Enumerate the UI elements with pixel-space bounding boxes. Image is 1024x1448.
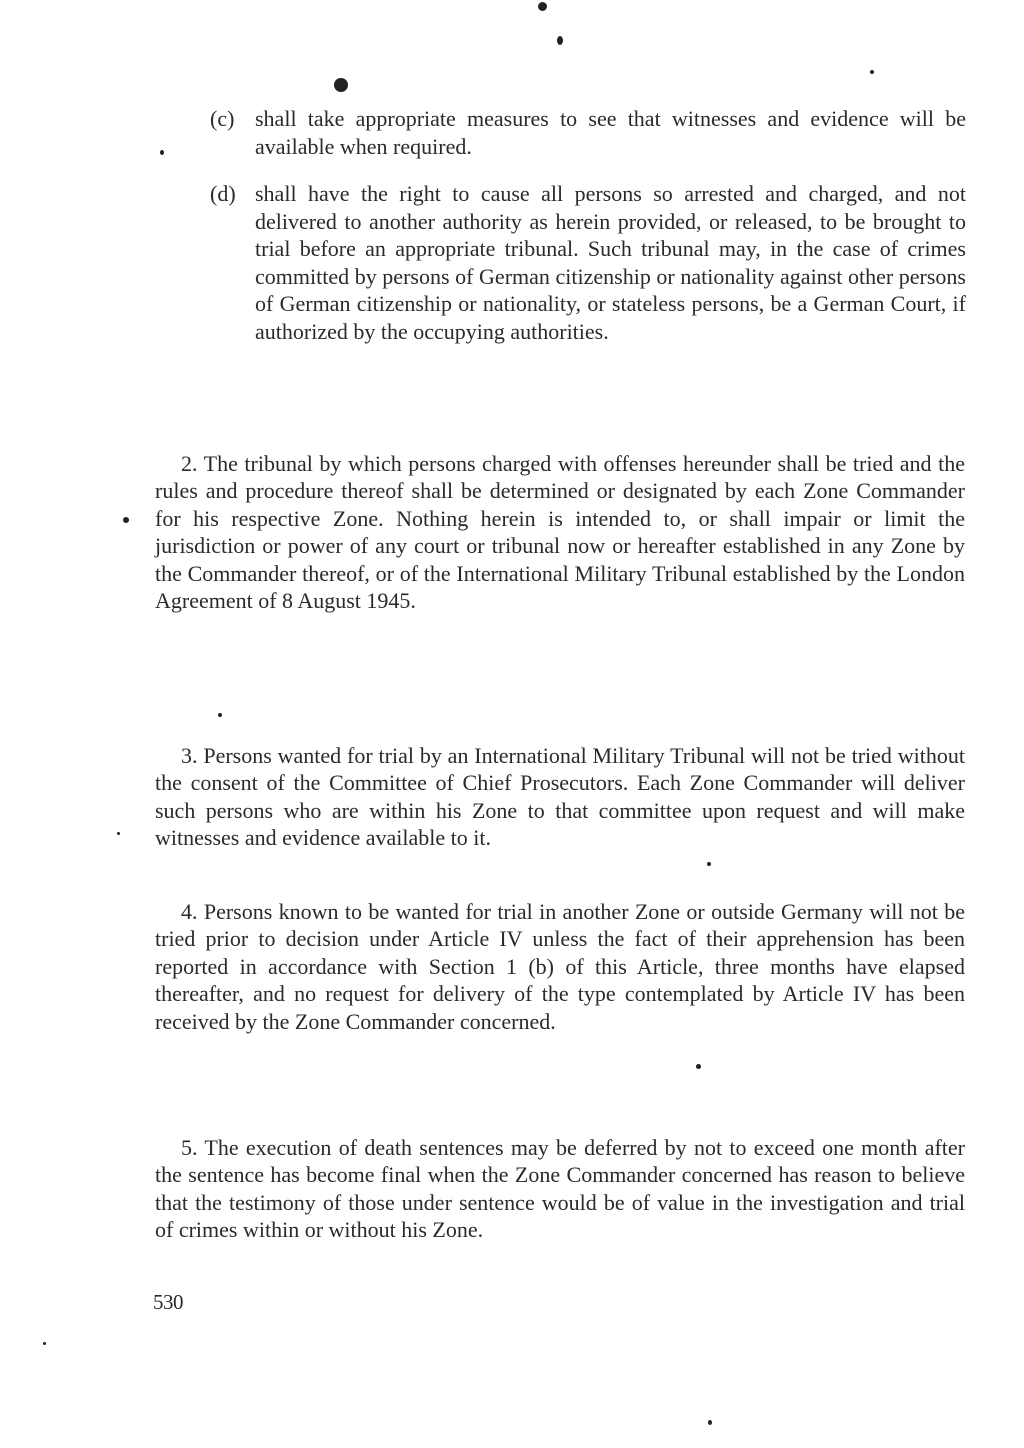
clause-label: (d)	[210, 181, 236, 206]
paragraph-4: 4. Persons known to be wanted for trial in another Zone or outside Germany will not be tried prior to decision under Article IV unless the fact of their apprehension has been reported in accordance with Section 1 (b) of this Article, three months have elapsed thereafter, and no request for delivery of the type contemplated by Article IV has been received by the Zone Commander concerned.	[155, 899, 965, 1034]
clause-label: (c)	[210, 106, 235, 131]
scan-speck	[160, 150, 164, 155]
scan-speck	[870, 70, 874, 74]
clause-c	[210, 105, 966, 160]
paragraph-3: 3. Persons wanted for trial by an International Military Tribunal will not be tried without the consent of the Committee of Chief Prosecutors. Each Zone Commander will deliver such persons who are within his Zone to that committee upon request and will make witnesses and evidence available to it.	[155, 743, 965, 851]
clause-d	[210, 180, 966, 345]
scan-speck	[218, 713, 222, 717]
scan-speck	[117, 832, 120, 835]
scan-speck	[707, 862, 711, 866]
paragraph-5: 5. The execution of death sentences may be deferred by not to exceed one month after the sentence has become final when the Zone Commander concerned has reason to believe that the testimony of those under sentence would be of value in the investigation and trial of crimes within or without his Zone.	[155, 1135, 965, 1243]
page-number: 530	[153, 1290, 183, 1314]
scan-speck	[708, 1420, 712, 1425]
scan-speck	[696, 1064, 701, 1069]
scan-speck	[123, 517, 129, 523]
paragraph-2: 2. The tribunal by which persons charged with offenses hereunder shall be tried and the rules and procedure thereof shall be determined or designated by each Zone Commander for his respective Zone. Nothing herein is intended to, or shall impair or limit the jurisdiction or power of any court or tribunal now or hereafter established in any Zone by the Commander thereof, or of the International Military Tribunal established by the London Agreement of 8 August 1945.	[155, 451, 965, 614]
clause-text: shall have the right to cause all persons so arrested and charged, and not delivered to another authority as herein provided, or released, to be brought to trial before an appropriate tribunal. Such tribunal may, in the case of crimes committed by persons of German citizenship or nationality against other persons of German citizenship or nationality, or stateless persons, be a German Court, if authorized by the occupying authorities.	[255, 181, 966, 344]
scan-speck	[557, 36, 563, 45]
scan-speck	[538, 2, 547, 11]
clause-text: shall take appropriate measures to see that witnesses and evidence will be available when required.	[255, 106, 966, 159]
scan-speck	[334, 78, 348, 92]
scan-speck	[43, 1342, 46, 1345]
